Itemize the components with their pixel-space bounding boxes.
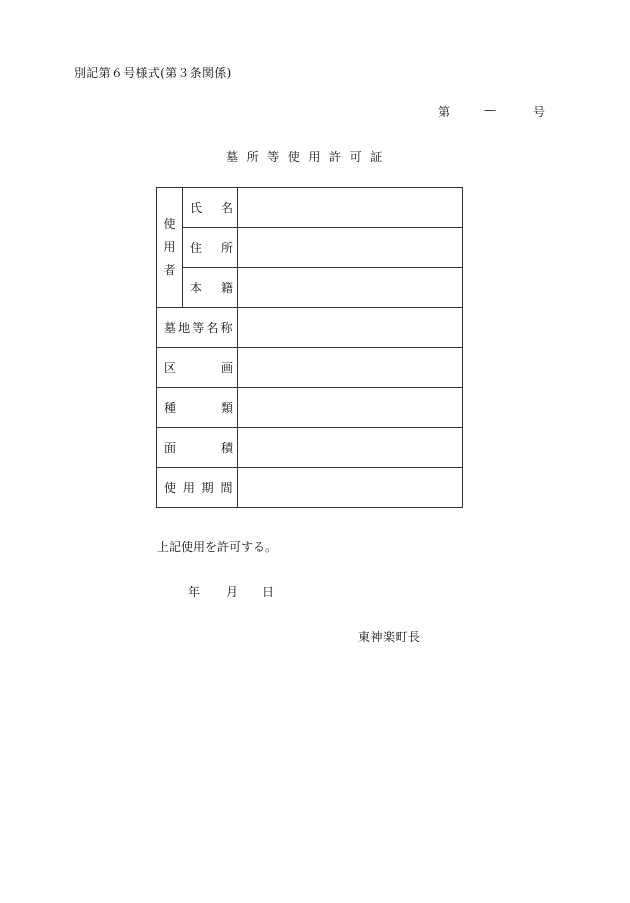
plot-area-value[interactable] xyxy=(238,428,463,468)
table-row xyxy=(157,388,463,428)
issuer-title: 東神楽町長 xyxy=(358,630,421,644)
table-row xyxy=(157,268,463,308)
label-char: 墓 xyxy=(164,321,177,335)
label-char: 所 xyxy=(220,241,233,255)
user-address-label xyxy=(183,228,238,268)
number-prefix: 第 xyxy=(438,105,451,119)
user-domicile-label xyxy=(183,268,238,308)
label-char: 使 xyxy=(164,481,177,495)
user-domicile-value[interactable] xyxy=(238,268,463,308)
table-row xyxy=(157,348,463,388)
label-char: 画 xyxy=(220,361,233,375)
label-char: 本 xyxy=(190,281,203,295)
table-row xyxy=(157,428,463,468)
date-month: 月 xyxy=(226,585,239,599)
label-char: 面 xyxy=(164,441,177,455)
label-char: 名 xyxy=(206,321,219,335)
table-row xyxy=(157,308,463,348)
plot-section-value[interactable] xyxy=(238,348,463,388)
user-address-value[interactable] xyxy=(238,228,463,268)
plot-section-label xyxy=(157,348,238,388)
number-blank-dash: — xyxy=(484,103,496,117)
label-char: 積 xyxy=(220,441,233,455)
label-char: 期 xyxy=(201,481,215,495)
label-char: 間 xyxy=(220,481,233,495)
document-title: 墓所等使用許可証 xyxy=(226,150,391,164)
label-char: 類 xyxy=(220,401,233,415)
plot-area-label xyxy=(157,428,238,468)
permit-table xyxy=(156,187,463,508)
usage-period-label xyxy=(157,468,238,508)
user-group-char-3: 者 xyxy=(163,263,176,277)
cemetery-name-value[interactable] xyxy=(238,308,463,348)
label-char: 住 xyxy=(190,241,203,255)
plot-type-label xyxy=(157,388,238,428)
user-name-label xyxy=(183,188,238,228)
table-row xyxy=(157,188,463,228)
permission-statement: 上記使用を許可する。 xyxy=(157,540,278,554)
plot-type-value[interactable] xyxy=(238,388,463,428)
date-year: 年 xyxy=(188,585,201,599)
label-char: 氏 xyxy=(190,201,203,215)
label-char: 籍 xyxy=(220,281,233,295)
table-row xyxy=(157,228,463,268)
label-char: 用 xyxy=(182,481,196,495)
label-char: 等 xyxy=(192,321,205,335)
form-reference: 別記第６号様式(第３条関係) xyxy=(74,66,232,80)
date-day: 日 xyxy=(262,585,275,599)
label-char: 種 xyxy=(164,401,177,415)
label-char: 名 xyxy=(220,201,233,215)
label-char: 地 xyxy=(178,321,191,335)
table-row xyxy=(157,468,463,508)
user-group-char-2: 用 xyxy=(163,240,176,254)
label-char: 称 xyxy=(220,321,233,335)
label-char: 区 xyxy=(164,361,177,375)
number-suffix: 号 xyxy=(533,105,546,119)
usage-period-value[interactable] xyxy=(238,468,463,508)
cemetery-name-label xyxy=(157,308,238,348)
user-group-label xyxy=(157,188,183,308)
user-name-value[interactable] xyxy=(238,188,463,228)
user-group-char-1: 使 xyxy=(163,217,176,231)
